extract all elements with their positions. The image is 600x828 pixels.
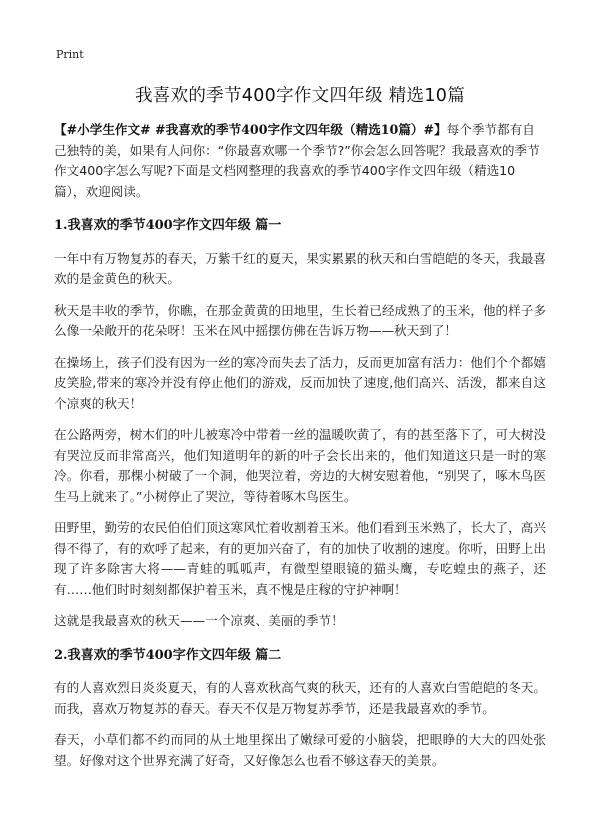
- paragraph: 有的人喜欢烈日炎炎夏天，有的人喜欢秋高气爽的秋天，还有的人喜欢白雪皑皑的冬天。而我，喜欢万物复苏的春天。春天不仅是万物复苏季节，还是我最喜欢的季节。: [54, 680, 546, 716]
- section-heading-2: 2.我喜欢的季节400字作文四年级 篇二: [54, 647, 282, 663]
- paragraph: 秋天是丰收的季节，你瞧，在那金黄黄的田地里，生长着已经成熟了的玉米，他的样子多么像一朵敞开的花朵呀！玉米在风中摇摆仿佛在告诉万物——秋天到了！: [54, 302, 546, 338]
- intro-hashtags: 【#小学生作文# #我喜欢的季节400字作文四年级（精选10篇）#】: [54, 122, 447, 137]
- section-heading-1: 1.我喜欢的季节400字作文四年级 篇一: [54, 218, 282, 233]
- intro-paragraph: [54, 120, 546, 202]
- intro-text: 每个季节都有自己独特的美，如果有人问你：“你最喜欢哪一个季节?”你会怎么回答呢？我最喜欢的季节作文400字怎么写呢?下面是文档网整理的我喜欢的季节400字作文四年级（精选10篇），欢迎阅读。: [54, 122, 540, 199]
- paragraph: 春天，小草们都不约而同的从土地里探出了嫩绿可爱的小脑袋，把眼睁的大大的四处张望。好像对这个世界充满了好奇，又好像怎么也看不够这春天的美景。: [54, 732, 546, 768]
- print-label[interactable]: Print: [56, 48, 84, 61]
- page-title: 我喜欢的季节400字作文四年级 精选10篇: [134, 86, 466, 106]
- paragraph: 一年中有万物复苏的春天，万紫千红的夏天，果实累累的秋天和白雪皑皑的冬天，我最喜欢的是金黄色的秋天。: [54, 250, 546, 286]
- paragraph: 在公路两旁，树木们的叶儿被寒冷中带着一丝的温暖吹黄了，有的甚至落下了，可大树没有哭泣反而非常高兴，他们知道明年的新的叶子会长出来的，他们知道这只是一时的寒冷。你看，那棵小树破了一个洞，他哭泣着，旁边的大树安慰着他，“别哭了，啄木鸟医生马上就来了。”小树停止了哭泣，等待着啄木鸟医生。: [54, 427, 546, 504]
- article-body: [54, 120, 546, 782]
- paragraph: 这就是我最喜欢的秋天——一个凉爽、美丽的季节！: [54, 613, 344, 628]
- paragraph: 田野里，勤劳的农民伯伯们顶这寒风忙着收割着玉米。他们看到玉米熟了，长大了，高兴得不得了，有的欢呼了起来，有的更加兴奋了，有的加快了收割的速度。你听，田野上出现了许多除害大将——青蛙的呱呱声，有微型望眼镜的猫头鹰，专吃蝗虫的燕子，还有……他们时时刻刻都保护着玉米，真不愧是庄稼的守护神啊！: [54, 520, 546, 597]
- paragraph: 在操场上，孩子们没有因为一丝的寒冷而失去了活力，反而更加富有活力：他们个个都嬉皮笑脸,带来的寒冷并没有停止他们的游戏，反而加快了速度,他们高兴、活泼，都来自这个凉爽的秋天！: [54, 354, 546, 411]
